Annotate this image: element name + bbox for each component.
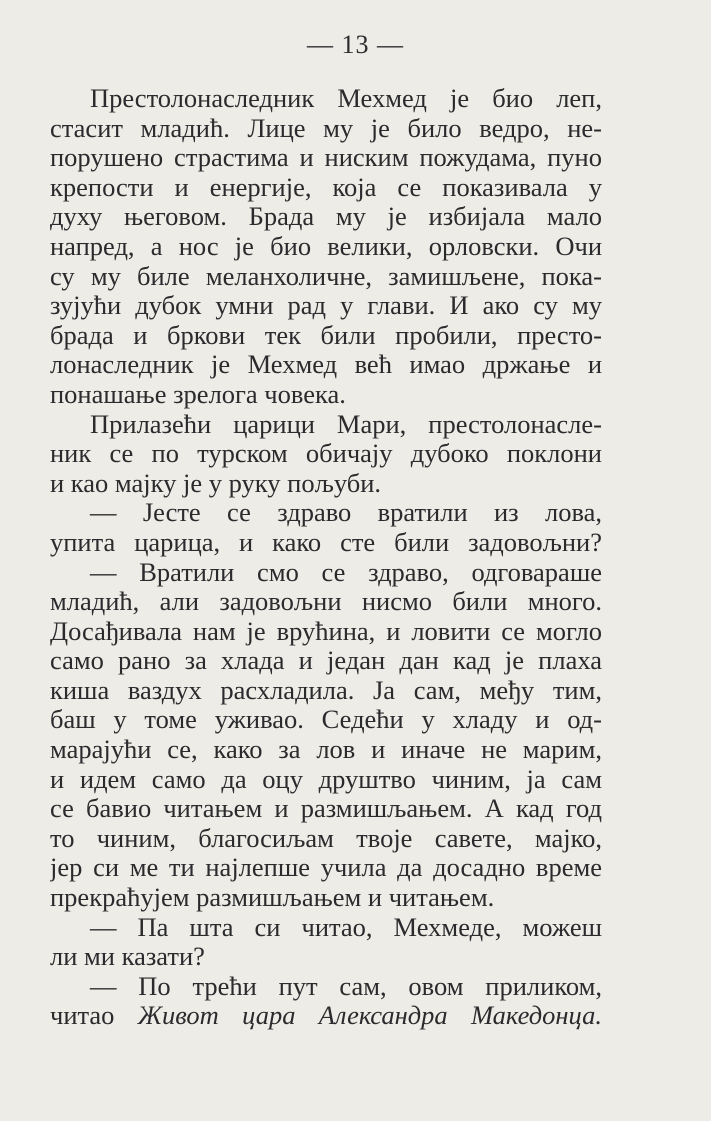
text-line: само рано за хлада и један дан кад је плаха (50, 646, 602, 676)
text-line: стасит младић. Лице му је било ведро, не- (50, 113, 602, 143)
text-line: Престолонаследник Мехмед је био леп, (90, 84, 602, 113)
text-line: и као мајку је у руку пољуби. (50, 468, 382, 498)
text-line-prefix: читао (50, 1001, 115, 1031)
text-line: Прилазећи царици Мари, престолонасле- (90, 409, 602, 439)
text-line: упита царица, и како сте били задовољни? (50, 527, 602, 557)
text-line: понашање зрелога човека. (50, 379, 346, 409)
text-line: лонаследник је Мехмед већ имао држање и (50, 350, 602, 380)
text-line: то чиним, благосиљам твоје савете, мајко, (50, 823, 602, 853)
text-line: зујући дубок умни рад у глави. И ако су му (50, 291, 602, 321)
text-line (50, 1001, 602, 1031)
text-line: ли ми казати? (50, 942, 205, 972)
text-line: и идем само да оцу друштво чиним, ја сам (50, 764, 602, 794)
text-line: баш у томе уживао. Седећи у хладу и од- (50, 705, 602, 735)
book-title-italic: Живот цара Александра Македонца. (137, 1001, 602, 1031)
text-line: крепости и енергије, која се показивала у (50, 172, 602, 202)
text-line: Досађивала нам је врућина, и ловити се могло (50, 616, 602, 646)
text-line: порушено страстима и ниским пожудама, пуно (50, 143, 602, 173)
text-line: — Јесте се здраво вратили из лова, (90, 498, 602, 528)
text-line: — Па шта си читао, Мехмеде, можеш (90, 912, 602, 942)
text-line: се бавио читањем и размишљањем. А кад год (50, 794, 602, 824)
page-number: — 13 — (307, 30, 404, 59)
text-line: ник се по турском обичају дубоко поклони (50, 439, 602, 469)
text-line: киша ваздух расхладила. Ја сам, међу тим, (50, 675, 602, 705)
text-line: марајући се, како за лов и иначе не марим, (50, 735, 602, 765)
text-line: брада и бркови тек били пробили, престо- (50, 320, 602, 350)
text-line: јер си ме ти најлепше учила да досадно време (50, 853, 602, 883)
text-line: напред, а нос је био велики, орловски. Очи (50, 231, 602, 261)
body-text (50, 84, 602, 1031)
text-line: — По трећи пут сам, овом приликом, (90, 971, 602, 1001)
text-line: младић, али задовољни нисмо били много. (50, 587, 602, 617)
text-line: — Вратили смо се здраво, одговараше (90, 557, 602, 587)
text-line: духу његовом. Брада му је избијала мало (50, 202, 602, 232)
text-line: су му биле меланхоличне, замишљене, пока- (50, 261, 602, 291)
text-line: прекраћујем размишљањем и читањем. (50, 883, 495, 913)
